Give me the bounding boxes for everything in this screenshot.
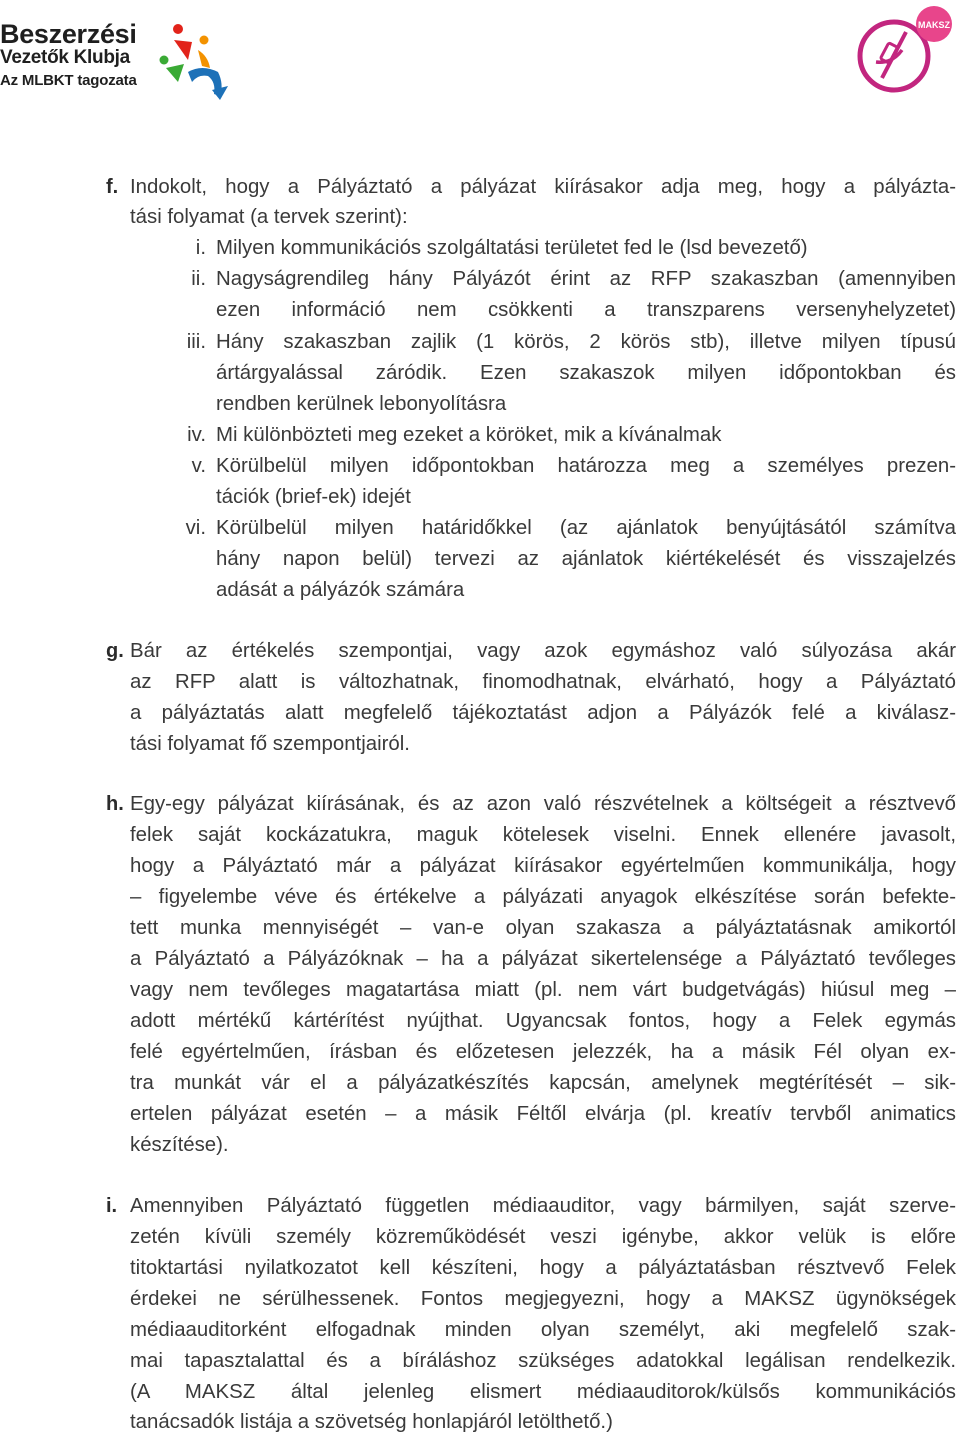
maksz-emblem-icon	[852, 4, 956, 94]
paragraph-line: Egy-egy pályázat kiírásának, és az azon való részvételnek a költségeit a résztvevő	[130, 793, 956, 815]
list-item-line: hány napon belül) tervezi az ajánlatok kiértékelését és visszajelzés	[216, 548, 956, 570]
roman-numeral: iv.	[187, 424, 206, 446]
paragraph-line: mai tapasztalattal és a bíráláshoz szükséges adatokkal legálisan rendelkezik.	[130, 1350, 956, 1372]
section-marker: f.	[106, 176, 119, 198]
roman-numeral: i.	[195, 237, 206, 259]
paragraph-line: a Pályáztató a Pályázóknak – ha a pályázat sikertelensége a Pályáztató tevőleges	[130, 948, 956, 970]
list-item-line: Mi különbözteti meg ezeket a köröket, mik a kívánalmak	[216, 424, 722, 446]
paragraph-line: tett munka mennyiségét – van-e olyan szakasza a pályáztatásnak amikortól	[130, 917, 956, 939]
logo-title: Beszerzési	[0, 19, 137, 49]
maksz-logo	[852, 4, 956, 99]
arrows-emblem-icon	[158, 20, 230, 100]
list-item-line: Nagyságrendileg hány Pályázót érint az RFP szakaszban (amennyiben	[216, 268, 956, 290]
paragraph-line: tanácsadók listája a szövetség honlapjáról letölthető.)	[130, 1411, 613, 1433]
paragraph-line: hogy a Pályáztató már a pályázat kiírásakor egyértelműen kommunikálja, hogy	[130, 855, 956, 877]
logo-subtitle: Vezetők Klubja	[0, 47, 130, 68]
paragraph-line: (A MAKSZ által jelenleg elismert médiaauditorok/külsős kommunikációs	[130, 1381, 956, 1403]
paragraph-line: tási folyamat (a tervek szerint):	[130, 206, 408, 228]
logo-tagline: Az MLBKT tagozata	[0, 72, 137, 89]
roman-numeral: vi.	[185, 517, 206, 539]
paragraph-line: Bár az értékelés szempontjai, vagy azok egymáshoz való súlyozása akár	[130, 640, 956, 662]
paragraph-line: érdekei ne sérülhessenek. Fontos megjegyezni, hogy a MAKSZ ügynökségek	[130, 1288, 956, 1310]
list-item-line: Körülbelül milyen időpontokban határozza meg a személyes prezen-	[216, 455, 956, 477]
roman-numeral: ii.	[191, 268, 206, 290]
list-item-line: Milyen kommunikációs szolgáltatási területet fed le (lsd bevezető)	[216, 237, 808, 259]
section-marker: h.	[106, 793, 124, 815]
section-marker: g.	[106, 640, 124, 662]
roman-numeral: iii.	[186, 331, 206, 353]
list-item-line: ezen információ nem csökkenti a transzparens versenyhelyzetet)	[216, 299, 956, 321]
paragraph-line: médiaauditorként elfogadnak minden olyan személyt, aki megfelelő szak-	[130, 1319, 956, 1341]
paragraph-line: – figyelembe véve és értékelve a pályázati anyagok elkészítése során befekte-	[130, 886, 956, 908]
list-item-line: tációk (brief-ek) idejét	[216, 486, 411, 508]
section-marker: i.	[106, 1195, 118, 1217]
paragraph-line: a pályáztatás alatt megfelelő tájékoztatást adjon a Pályázók felé a kiválasz-	[130, 702, 956, 724]
list-item-line: rendben kerülnek lebonyolításra	[216, 393, 507, 415]
paragraph-line: készítése).	[130, 1134, 229, 1156]
paragraph-line: titoktartási nyilatkozatot kell készíteni, hogy a pályáztatásban résztvevő Felek	[130, 1257, 956, 1279]
paragraph-line: adott mértékű kártérítést nyújthat. Ugyancsak fontos, hogy a Felek egymás	[130, 1010, 956, 1032]
paragraph-line: Amennyiben Pályáztató független médiaauditor, vagy bármilyen, saját szerve-	[130, 1195, 956, 1217]
paragraph-line: vagy nem tevőleges magatartása miatt (pl. nem várt budgetvágás) hiúsul meg –	[130, 979, 956, 1001]
paragraph-line: zetén kívüli személy közreműködését veszi igénybe, akkor velük is előre	[130, 1226, 956, 1248]
paragraph-line: felé egyértelműen, írásban és előzetesen jelezzék, ha a másik Fél olyan ex-	[130, 1041, 956, 1063]
paragraph-line: tási folyamat fő szempontjairól.	[130, 733, 410, 755]
paragraph-line: felek saját kockázatukra, maguk kötelesek viselni. Ennek ellenére javasolt,	[130, 824, 956, 846]
maksz-badge-text: MAKSZ	[918, 20, 950, 30]
list-item-line: Körülbelül milyen határidőkkel (az ajánlatok benyújtásától számítva	[216, 517, 956, 539]
paragraph-line: ertelen pályázat esetén – a másik Féltől elvárja (pl. kreatív tervből animatics	[130, 1103, 956, 1125]
paragraph-line: tra munkát vár el a pályázatkészítés kapcsán, amelynek megtérítését – sik-	[130, 1072, 956, 1094]
list-item-line: ártárgyalással záródik. Ezen szakaszok milyen időpontokban és	[216, 362, 956, 384]
list-item-line: Hány szakaszban zajlik (1 körös, 2 körös stb), illetve milyen típusú	[216, 331, 956, 353]
roman-numeral: v.	[191, 455, 206, 477]
bvk-logo	[0, 18, 240, 98]
list-item-line: adását a pályázók számára	[216, 579, 465, 601]
paragraph-line: Indokolt, hogy a Pályáztató a pályázat kiírásakor adja meg, hogy a pályázta-	[130, 176, 956, 198]
paragraph-line: az RFP alatt is változhatnak, finomodhatnak, elvárható, hogy a Pályáztató	[130, 671, 956, 693]
